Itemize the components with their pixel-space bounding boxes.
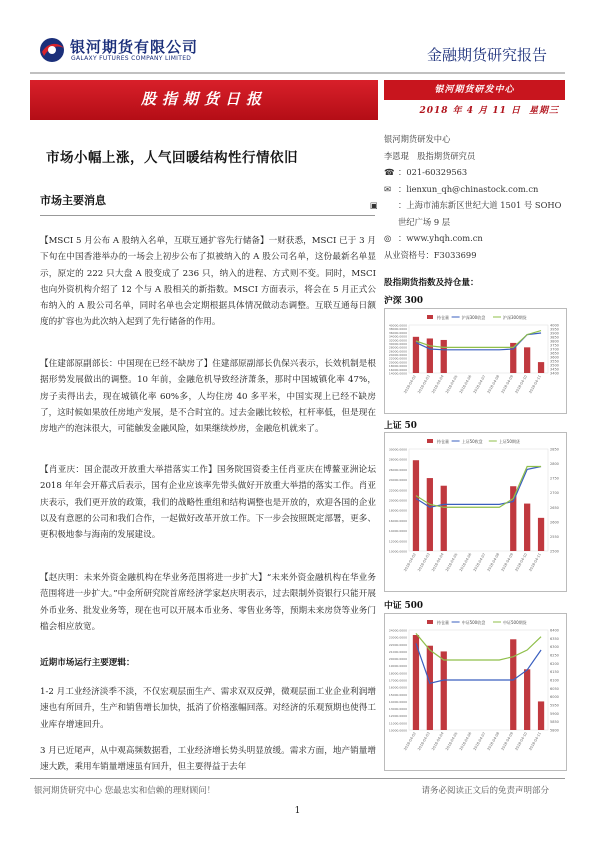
x-tick-label: 2018-04-10 [514,552,529,573]
y-left-tick-label: 21000.0000 [388,649,407,654]
chart-sz50 [384,432,567,592]
x-tick-label: 2018-04-02 [403,552,417,573]
bar [441,651,447,730]
bar [427,338,433,373]
y-left-tick-label: 30000.0000 [388,447,407,452]
y-left-tick-label: 12000.0000 [388,539,407,544]
y-left-tick-label: 20000.0000 [388,657,407,662]
y-left-tick-label: 23000.0000 [388,635,407,640]
y-left-tick-label: 22000.0000 [388,642,407,647]
legend-label: 持仓量 [437,315,449,320]
contact-license: 从业资格号：F3033699 [384,249,477,260]
bar [538,362,544,373]
bar [524,347,530,373]
y-left-tick-label: 36000.0000 [388,330,407,335]
y-right-tick-label: 2600 [550,520,559,525]
y-left-tick-label: 14000.0000 [388,529,407,534]
x-tick-label: 2018-04-03 [417,374,431,395]
x-tick-label: 2018-04-03 [417,552,431,573]
galaxy-logo-icon [38,36,66,64]
logic-paragraph: 1-2 月工业经济淡季不淡，不仅宏观层面生产、需求双双反弹，微观层面工业企业利润增速也有所回升，生产和销售增长加快，抵消了价格涨幅回落。对经济的乐观预期也使得工业库存增速回升。 [40,687,376,730]
envelope-icon: ✉ [384,183,391,194]
y-left-tick-label: 38000.0000 [388,327,407,332]
y-left-tick-label: 26000.0000 [388,349,407,354]
contact-department: 银河期货研发中心 [384,134,451,144]
y-right-tick-label: 6150 [550,670,559,675]
news-paragraph: 【肖亚庆：国企混改开放重大举措落实工作】国务院国资委主任肖亚庆在博鳌亚洲论坛 2018 年年会开幕式后表示，国有企业应该率先带头做好开放重大举措的落实工作。肖亚庆表示，我们更开放的政策，我们的战略性重组和结构调整也是开放的，欢迎各国的企业以及有意愿的公司和我们合作，一起做好改革开放工作。下一步会按照既定部署，更多、更积极地参与海南的发展建设。 [40,465,376,541]
y-right-tick-label: 3900 [550,331,559,336]
y-left-tick-label: 18000.0000 [388,671,407,676]
y-left-tick-label: 19000.0000 [388,664,407,669]
y-right-tick-label: 5850 [550,720,559,725]
x-tick-label: 2018-04-06 [458,374,473,395]
y-right-tick-label: 6300 [550,645,559,650]
legend-label: 上证50期货 [498,439,520,444]
chart-label-hs300: 沪深 300 [384,296,424,306]
y-left-tick-label: 18000.0000 [388,364,407,369]
y-right-tick-label: 3400 [550,371,559,376]
news-paragraph: 【赵庆明：未来外资金融机构在华业务范围将进一步扩大】“未来外资金融机构在华业务范围将进一步扩大。”中金所研究院首席经济学家赵庆明表示，过去限制外资银行只能开展外币业务、批发业务等，现在也可以开展本币业务、零售业务等，预期未来房贷等业务门槛会相应放宽。 [40,573,376,632]
x-tick-label: 2018-04-10 [514,374,529,395]
y-right-tick-label: 6050 [550,686,559,691]
y-left-tick-label: 12000.0000 [388,714,407,719]
bar [524,504,530,551]
bar [538,701,544,730]
y-right-tick-label: 3500 [550,363,559,368]
y-right-tick-label: 2500 [550,549,559,554]
y-left-tick-label: 22000.0000 [388,356,407,361]
page-number: 1 [294,806,301,816]
y-left-tick-label: 22000.0000 [388,488,407,493]
bar [441,486,447,551]
contact-address-row: ▣ ：上海市浦东新区世纪大道 1501 号 SOHO 世纪广场 9 层 [384,197,569,230]
x-tick-label: 2018-04-02 [403,374,417,395]
legend-label: 中证500期货 [503,620,527,625]
series-line [416,331,541,348]
globe-icon: ◎ [384,233,392,243]
y-left-tick-label: 32000.0000 [388,338,407,343]
banner-title: 股指期货日报 [140,90,267,108]
legend-label: 持仓量 [437,439,449,444]
legend-swatch [427,315,433,319]
x-tick-label: 2018-04-05 [444,374,459,395]
contact-block [370,131,569,263]
legend-swatch [427,439,433,443]
y-right-tick-label: 3750 [550,343,559,348]
contact-email[interactable]: lienxun_qh@chinastock.com.cn [406,183,539,194]
x-tick-label: 2018-04-04 [430,731,445,752]
chart-hs300 [384,308,567,414]
bar [427,478,433,551]
chart-svg [385,614,566,770]
y-right-tick-label: 3450 [550,367,559,372]
y-left-tick-label: 16000.0000 [388,367,407,372]
x-tick-label: 2018-04-07 [472,374,487,395]
y-right-tick-label: 2850 [550,447,559,452]
y-left-tick-label: 20000.0000 [388,360,407,365]
section-title: 市场主要消息 [40,194,106,207]
logo-chinese-name: 银河期货有限公司 [70,38,199,56]
y-left-tick-label: 13000.0000 [388,707,407,712]
x-tick-label: 2018-04-04 [430,552,445,573]
bar [524,669,530,730]
x-tick-label: 2018-04-11 [528,552,542,573]
news-paragraph: 【MSCI 5 月公布 A 股纳入名单，互联互通扩容先行储备】一财获悉，MSCI 已于 3 月下旬在中国香港举办的一场会上初步公布了拟被纳入的 A 股公司名单，这份最新名单显示，原定的 222 只大盘 A 股变成了 236 只，纳入的进程、方式则不变。同时，MSCI 也向外资机构介绍了 12 个与 A 股相关的新指数。MSCI 方面表示，将会在 5 月正式公布纳入的 A 股公司名单，同时名单也会定期根据具体情况做动态调整。互联互通每日额度的扩容也为此次纳入起到了先行储备的作用。 [40,236,376,328]
contact-analyst: 李恩琨 股指期货研究员 [384,150,476,161]
y-right-tick-label: 3700 [550,347,559,352]
y-right-tick-label: 5900 [550,711,559,716]
chart-svg [385,433,566,591]
x-tick-label: 2018-04-05 [444,552,459,573]
positions-title: 股指期货指数及持仓量： [384,278,479,288]
y-right-tick-label: 3650 [550,351,559,356]
y-left-tick-label: 24000.0000 [388,353,407,358]
bar [510,639,516,730]
x-tick-label: 2018-04-05 [444,731,459,752]
y-left-tick-label: 17000.0000 [388,678,407,683]
x-tick-label: 2018-04-11 [528,731,542,752]
x-tick-label: 2018-04-09 [500,552,515,573]
x-tick-label: 2018-04-08 [486,374,501,395]
series-line [416,643,541,683]
report-date [384,102,565,120]
chart-zz500 [384,613,567,771]
legend-label: 沪深300收盘 [461,315,486,320]
y-right-tick-label: 5950 [550,703,559,708]
y-right-tick-label: 3550 [550,359,559,364]
y-left-tick-label: 14000.0000 [388,699,407,704]
legend-swatch [427,620,433,624]
contact-web-row: ◎ ：www.yhqh.com.cn [384,230,569,247]
y-right-tick-label: 6100 [550,678,559,683]
x-tick-label: 2018-04-09 [500,731,515,752]
chart-svg [385,309,566,413]
y-left-tick-label: 16000.0000 [388,685,407,690]
y-left-tick-label: 14000.0000 [388,371,407,376]
x-tick-label: 2018-04-02 [403,731,417,752]
y-right-tick-label: 4000 [550,323,559,328]
y-left-tick-label: 10000.0000 [388,549,407,554]
y-left-tick-label: 20000.0000 [388,498,407,503]
y-right-tick-label: 2550 [550,534,559,539]
chart-label-zz500: 中证 500 [384,601,424,611]
legend-label: 沪深300期货 [503,315,527,320]
y-right-tick-label: 6400 [550,628,559,633]
legend-label: 中证500收盘 [461,620,486,625]
y-left-tick-label: 34000.0000 [388,334,407,339]
y-right-tick-label: 3850 [550,335,559,340]
bar [538,518,544,551]
section-divider [40,215,375,216]
y-left-tick-label: 30000.0000 [388,341,407,346]
legend-label: 上证50收盘 [461,439,483,444]
y-left-tick-label: 16000.0000 [388,518,407,523]
x-tick-label: 2018-04-03 [417,731,431,752]
y-left-tick-label: 11000.0000 [388,721,407,726]
news-paragraph: 【住建部原副部长：中国现在已经不缺房了】住建部原副部长仇保兴表示，长效机制是根据形势发展做出的调整。10 年前，金融危机导致经济萧条，那时中国城镇化率 47%，房子卖得出去，现在城镇化率 60%多，人均住房 40 多平米，中国实现上已经不缺房了，这时候如果放任房地产发展，是不合时宜的。过去金融比较松，杠杆率低，但是现在房地产的泡沫很大，可能触发金融风险，如果继续炒房，金融危机就来了。 [40,359,376,435]
contact-email-row: ✉ ：lienxun_qh@chinastock.com.cn [384,181,569,198]
department-badge: 银河期货研发中心 [384,80,565,100]
contact-website[interactable]: www.yhqh.com.cn [406,233,483,243]
contact-phone[interactable]: 021-60329563 [406,167,468,177]
y-right-tick-label: 6250 [550,653,559,658]
y-right-tick-label: 2650 [550,505,559,510]
y-left-tick-label: 40000.0000 [388,323,407,328]
x-tick-label: 2018-04-06 [458,731,473,752]
y-right-tick-label: 2700 [550,491,559,496]
y-right-tick-label: 2800 [550,462,559,467]
y-right-tick-label: 6350 [550,636,559,641]
logic-subtitle: 近期市场运行主要逻辑： [40,658,135,668]
y-right-tick-label: 3800 [550,339,559,344]
x-tick-label: 2018-04-08 [486,552,501,573]
bar [427,646,433,730]
series-line [416,633,541,660]
telephone-icon: ☎ [384,167,395,177]
footer-disclaimer: 请务必阅读正文后的免责声明部分 [421,786,549,796]
y-left-tick-label: 28000.0000 [388,457,407,462]
y-right-tick-label: 5800 [550,728,559,733]
y-left-tick-label: 28000.0000 [388,345,407,350]
y-right-tick-label: 2750 [550,476,559,481]
y-right-tick-label: 6200 [550,661,559,666]
contact-phone-row: ☎ ：021-60329563 [384,164,569,181]
x-tick-label: 2018-04-08 [486,731,501,752]
contact-address: 上海市浦东新区世纪大道 1501 号 SOHO 世纪广场 9 层 [398,200,562,227]
footer-divider [30,778,565,779]
x-tick-label: 2018-04-09 [500,374,515,395]
x-tick-label: 2018-04-10 [514,731,529,752]
y-left-tick-label: 15000.0000 [388,692,407,697]
series-line [416,466,541,507]
legend-label: 持仓量 [437,620,449,625]
logic-paragraph: 3 月已近尾声，从中观高频数据看，工业经济增长势头明显放缓。需求方面，地产销量增速大跌，乘用车销量增速虽有回升，但主要得益于去年 [40,746,376,773]
x-tick-label: 2018-04-06 [458,552,473,573]
x-tick-label: 2018-04-11 [528,374,542,395]
header-divider [30,72,565,74]
bar [441,340,447,373]
report-type: 金融期货研究报告 [426,46,547,64]
chart-label-sz50: 上证 50 [384,421,417,431]
building-icon: ▣ [370,200,378,210]
y-left-tick-label: 18000.0000 [388,508,407,513]
weekday-text: 星期三 [528,106,559,116]
company-logo [38,34,218,68]
y-left-tick-label: 24000.0000 [388,628,407,633]
bar [413,460,419,551]
logo-english-name: GALAXY FUTURES COMPANY LIMITED [71,55,192,62]
x-tick-label: 2018-04-07 [472,731,487,752]
y-right-tick-label: 3600 [550,355,559,360]
x-tick-label: 2018-04-07 [472,552,487,573]
y-right-tick-label: 3950 [550,327,559,332]
series-line [416,466,541,507]
y-left-tick-label: 24000.0000 [388,478,407,483]
footer-slogan: 银河期货研究中心 您最忠实和信赖的理财顾问！ [34,786,216,796]
y-left-tick-label: 26000.0000 [388,467,407,472]
headline: 市场小幅上涨，人气回暖结构性行情依旧 [46,150,298,166]
y-left-tick-label: 10000.0000 [388,728,407,733]
y-right-tick-label: 6000 [550,695,559,700]
x-tick-label: 2018-04-04 [430,374,445,395]
date-text: 2018 年 4 月 11 日 [419,106,521,116]
